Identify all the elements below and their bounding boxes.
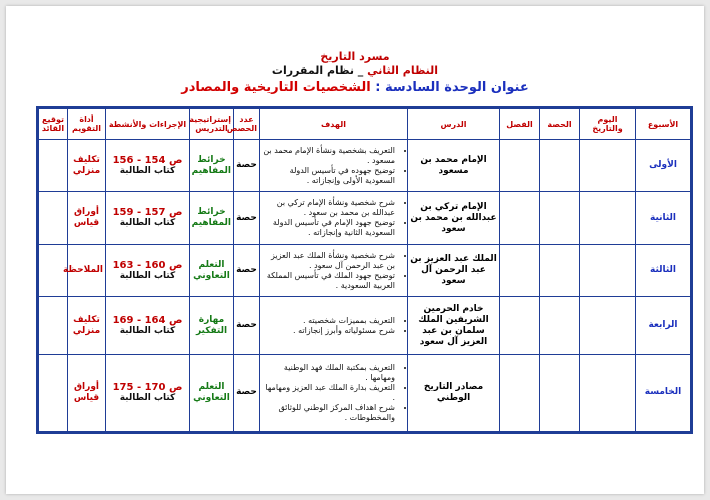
class-cell [500,297,540,354]
goal-cell [260,192,408,244]
goal-item: • شرح شخصية ونشأة الإمام تركي بن عبدالله بن محمد بن سعود . [262,198,395,218]
lesson-plan-table [36,106,693,434]
goal-item: • التعريف بمميزات شخصيته . [262,316,395,326]
goal-item: • التعريف بشخصية ونشأة الإمام محمد بن مسعود . [262,146,395,166]
book-ref: كتاب الطالبة [119,325,176,336]
strategy-cell: التعلم التعاوني [190,354,234,432]
assessment-cell: أوراق قياس [68,354,106,432]
week-cell: الخامسة [636,354,692,432]
goal-item: • توضيح جهود الملك في تأسيس المملكة العربية السعودية . [262,271,395,291]
col-lesson: الدرس [408,108,500,140]
lesson-cell: الإمام تركي بن عبدالله بن محمد بن سعود [408,192,500,244]
goal-cell [260,140,408,192]
system-prefix: النظام الثاني [367,64,439,77]
count-cell: حصة [234,297,260,354]
col-goal: الهدف [260,108,408,140]
document-page [6,6,704,494]
signature-cell [38,192,68,244]
goal-cell [260,297,408,354]
unit-prefix: عنوان الوحدة السادسة : [375,80,529,95]
pages-ref: ص 157 - 159 [112,207,183,219]
goal-cell [260,244,408,296]
col-count: عدد الحصص [234,108,260,140]
count-cell: حصة [234,244,260,296]
col-period: الحصة [540,108,580,140]
table-row [38,244,692,296]
strategy-cell: مهارة التفكير [190,297,234,354]
pages-ref: ص 164 - 169 [112,314,183,326]
unit-title: الشخصيات التاريخية والمصادر [181,80,371,95]
day-date-cell [580,192,636,244]
class-cell [500,354,540,432]
strategy-cell: التعلم التعاوني [190,244,234,296]
table-row [38,297,692,354]
book-ref: كتاب الطالبة [119,270,176,281]
pages-ref: ص 154 - 156 [112,154,183,166]
goal-cell [260,354,408,432]
col-day-date: اليوم والتاريخ [580,108,636,140]
lesson-cell: مصادر التاريخ الوطني [408,354,500,432]
class-cell [500,244,540,296]
goal-item: • شرح مسئولياته وأبرز إنجازاته . [262,326,395,336]
unit-heading [6,80,704,95]
procedures-cell [106,297,190,354]
col-procedures: الإجراءات والأنشطة [106,108,190,140]
procedures-cell [106,192,190,244]
day-date-cell [580,297,636,354]
system-suffix: _ نظام المقررات [271,64,364,77]
count-cell: حصة [234,140,260,192]
period-cell [540,140,580,192]
week-cell: الثانية [636,192,692,244]
goal-item: • التعريف بدارة الملك عبد العزيز ومهامها . [262,383,395,403]
count-cell: حصة [234,354,260,432]
procedures-cell [106,354,190,432]
lesson-cell: الملك عبد العزيز بن عبد الرحمن آل سعود [408,244,500,296]
col-class: الفصل [500,108,540,140]
pages-ref: ص 170 - 175 [112,381,183,393]
assessment-cell: تكليف منزلي [68,297,106,354]
book-ref: كتاب الطالبة [119,165,176,176]
pages-ref: ص 160 - 163 [112,259,183,271]
goal-item: • شرح اهداف المركز الوطني للوثائق والمخطوطات . [262,403,395,423]
doc-subtitle [6,64,704,77]
day-date-cell [580,244,636,296]
book-ref: كتاب الطالبة [119,392,176,403]
strategy-cell: خرائط المفاهيم [190,140,234,192]
goal-item: • توضيح جهوده في تأسيس الدولة السعودية الأولى وإنجازاته . [262,166,395,186]
procedures-cell [106,140,190,192]
col-assessment: أداة التقويم [68,108,106,140]
day-date-cell [580,140,636,192]
table-row [38,192,692,244]
assessment-cell: الملاحظة [68,244,106,296]
period-cell [540,297,580,354]
period-cell [540,192,580,244]
table-row [38,354,692,432]
count-cell: حصة [234,192,260,244]
procedures-cell [106,244,190,296]
table-row [38,140,692,192]
class-cell [500,140,540,192]
week-cell: الأولى [636,140,692,192]
strategy-cell: خرائط المفاهيم [190,192,234,244]
day-date-cell [580,354,636,432]
period-cell [540,244,580,296]
goal-item: • توضيح جهود الإمام في تأسيس الدولة السعودية الثانية وإنجازاته . [262,218,395,238]
assessment-cell: تكليف منزلي [68,140,106,192]
period-cell [540,354,580,432]
week-cell: الرابعة [636,297,692,354]
lesson-cell: خادم الحرمين الشريفين الملك سلمان بن عبد العزيز آل سعود [408,297,500,354]
goal-item: • التعريف بمكتبة الملك فهد الوطنية ومهامها . [262,363,395,383]
book-ref: كتاب الطالبة [119,218,176,229]
signature-cell [38,140,68,192]
col-week: الأسبوع [636,108,692,140]
doc-title: مسرد التاريخ [320,50,390,63]
lesson-cell: الإمام محمد بن مسعود [408,140,500,192]
week-cell: الثالثة [636,244,692,296]
goal-item: • شرح شخصية ونشأة الملك عبد العزيز بن عبد الرحمن آل سعود . [262,251,395,271]
header-row [38,108,692,140]
class-cell [500,192,540,244]
signature-cell [38,354,68,432]
assessment-cell: أوراق قياس [68,192,106,244]
col-signature: توقيع القائد [38,108,68,140]
col-strategy: إستراتيجية التدريس [190,108,234,140]
signature-cell [38,297,68,354]
